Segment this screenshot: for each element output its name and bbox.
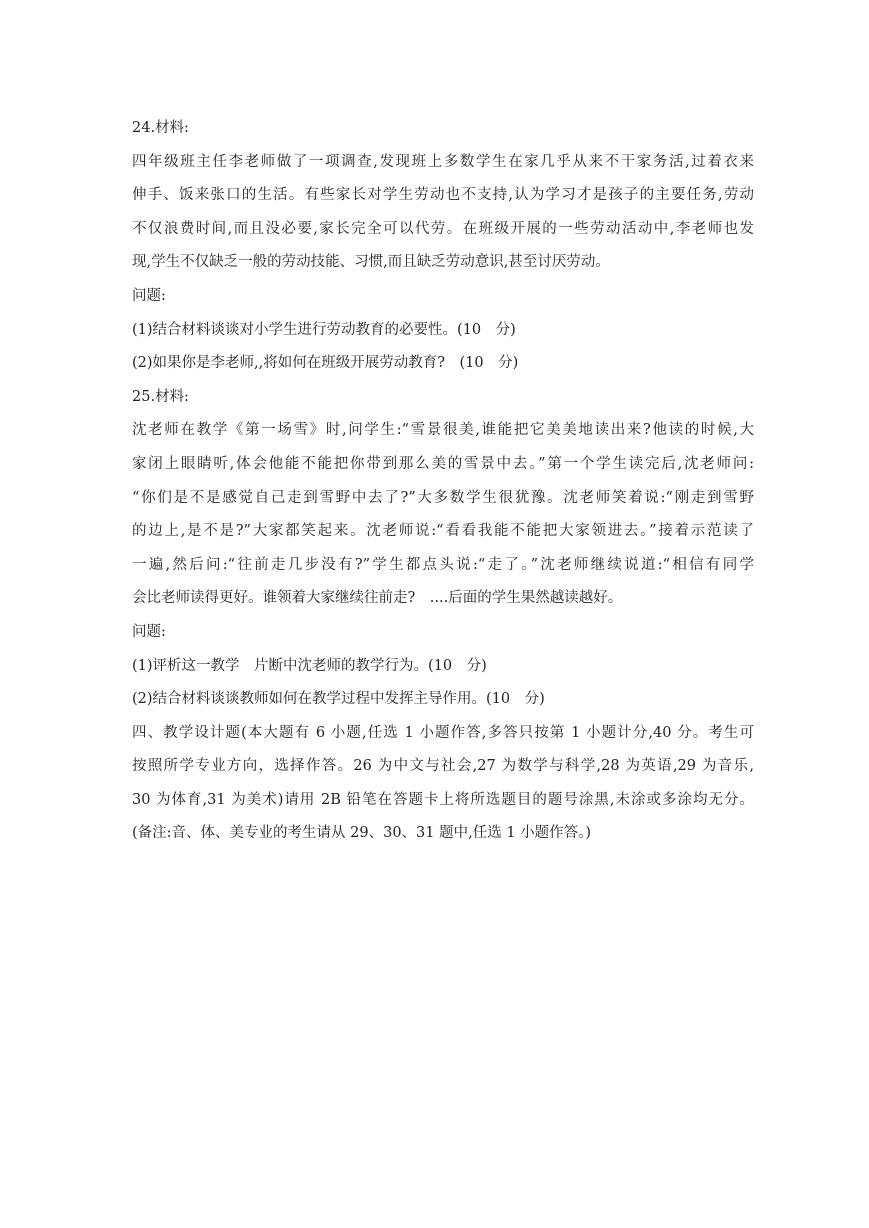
q25-question-2: (2)结合材料谈谈教师如何在教学过程中发挥主导作用。(10 分) [132, 691, 545, 708]
q25-material-line-2: 家闭上眼睛听,体会他能不能把你带到那么美的雪景中去。”第一个学生读完后,沈老师问: [132, 455, 754, 472]
q25-question-1: (1)评析这一教学 片断中沈老师的教学行为。(10 分) [132, 657, 487, 674]
section4-line-1: 四、教学设计题(本大题有 6 小题,任选 1 小题作答,多答只按第 1 小题计分,40 分。考生可 [132, 724, 754, 741]
q24-material-line-2: 伸手、饭来张口的生活。有些家长对学生劳动也不支持,认为学习才是孩子的主要任务,劳动 [132, 187, 754, 204]
q24-question-label: 问题: [132, 287, 166, 304]
q25-heading: 25.材料: [132, 388, 189, 405]
q24-heading: 24.材料: [132, 120, 189, 136]
q25-material-line-6: 会比老师读得更好。谁领着大家继续往前走? ....后面的学生果然越读越好。 [132, 590, 623, 607]
section4-line-4: (备注:音、体、美专业的考生请从 29、30、31 题中,任选 1 小题作答。) [132, 825, 592, 842]
q24-question-2: (2)如果你是李老师,,将如何在班级开展劳动教育? (10 分) [132, 355, 519, 372]
section4-line-3: 30 为体育,31 为美术)请用 2B 铅笔在答题卡上将所选题目的题号涂黑,未涂或多涂均无分。 [132, 791, 754, 808]
q25-material-line-4: 的边上,是不是?”大家都笑起来。沈老师说:“看看我能不能把大家领进去。”接着示范读了 [132, 523, 754, 540]
q24-material-line-1: 四年级班主任李老师做了一项调查,发现班上多数学生在家几乎从来不干家务活,过着衣来 [132, 153, 754, 170]
q24-material-line-4: 现,学生不仅缺乏一般的劳动技能、习惯,而且缺乏劳动意识,甚至讨厌劳动。 [132, 254, 610, 271]
q25-material-line-5: 一遍,然后问:“往前走几步没有?”学生都点头说:“走了。”沈老师继续说道:“相信有同学 [132, 556, 754, 573]
document-body [132, 112, 754, 851]
q24-question-1: (1)结合材料谈谈对小学生进行劳动教育的必要性。(10 分) [132, 321, 516, 338]
q25-material-line-3: “你们是不是感觉自己走到雪野中去了?”大多数学生很犹豫。沈老师笑着说:“刚走到雪野 [132, 489, 754, 506]
q24-material-line-3: 不仅浪费时间,而且没必要,家长完全可以代劳。在班级开展的一些劳动活动中,李老师也发 [132, 220, 754, 237]
q25-question-label: 问题: [132, 623, 166, 640]
q25-material-line-1: 沈老师在教学《第一场雪》时,问学生:“雪景很美,谁能把它美美地读出来?他读的时候,大 [132, 422, 754, 439]
section4-line-2: 按照所学专业方向，选择作答。26 为中文与社会,27 为数学与科学,28 为英语,29 为音乐, [132, 758, 754, 775]
